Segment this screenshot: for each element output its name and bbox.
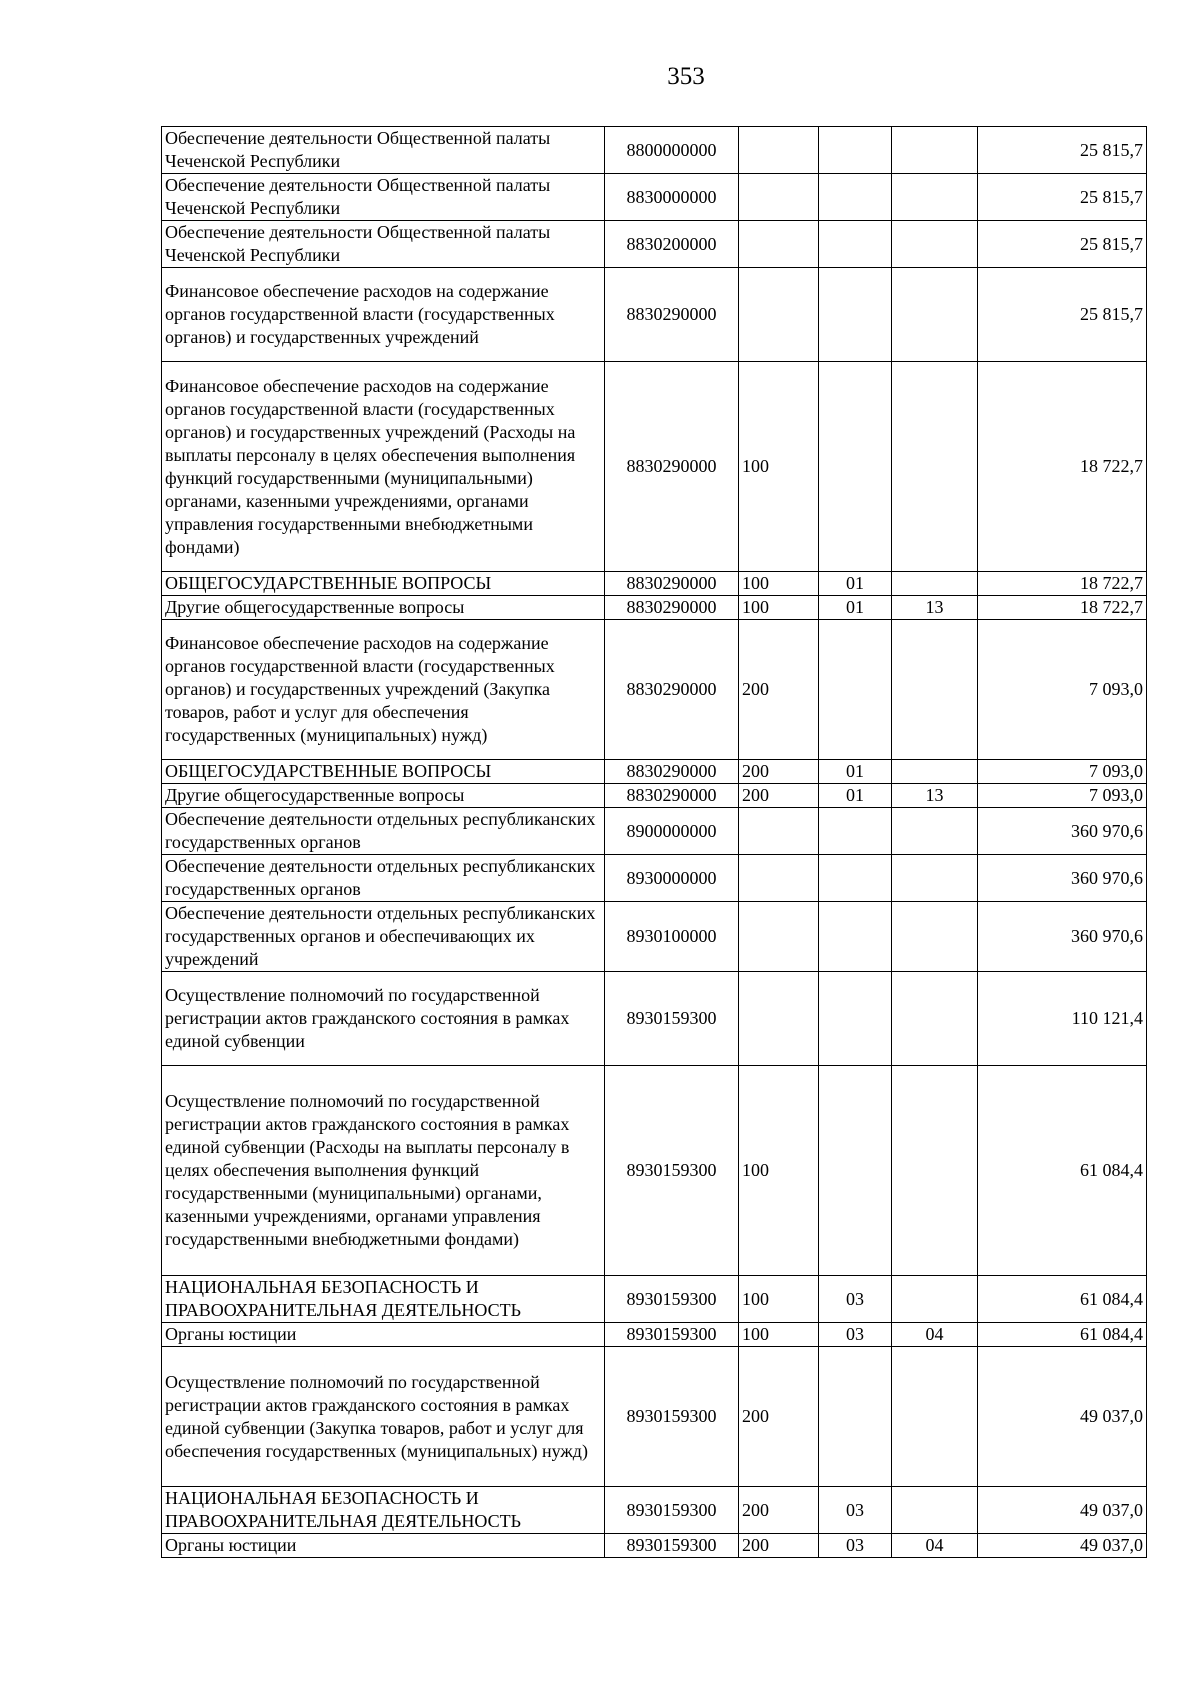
table-row bbox=[162, 1276, 1147, 1323]
row-pr bbox=[892, 572, 978, 596]
row-sum: 18 722,7 bbox=[978, 572, 1147, 596]
row-code: 8900000000 bbox=[605, 808, 739, 855]
row-vr bbox=[739, 902, 819, 972]
row-sum: 360 970,6 bbox=[978, 855, 1147, 902]
row-code: 8830290000 bbox=[605, 620, 739, 760]
row-rz bbox=[819, 362, 892, 572]
row-sum: 18 722,7 bbox=[978, 596, 1147, 620]
row-name: Обеспечение деятельности отдельных республиканских государственных органов bbox=[162, 855, 605, 902]
row-rz bbox=[819, 1066, 892, 1276]
row-code: 8930159300 bbox=[605, 1323, 739, 1347]
row-sum: 61 084,4 bbox=[978, 1323, 1147, 1347]
row-pr bbox=[892, 1276, 978, 1323]
row-code: 8830290000 bbox=[605, 784, 739, 808]
row-code: 8930159300 bbox=[605, 1487, 739, 1534]
row-sum: 25 815,7 bbox=[978, 221, 1147, 268]
row-sum: 110 121,4 bbox=[978, 972, 1147, 1066]
row-sum: 25 815,7 bbox=[978, 268, 1147, 362]
row-code: 8830290000 bbox=[605, 268, 739, 362]
row-sum: 7 093,0 bbox=[978, 760, 1147, 784]
row-rz: 01 bbox=[819, 760, 892, 784]
row-vr bbox=[739, 855, 819, 902]
row-name: Осуществление полномочий по государственной регистрации актов гражданского состояния в рамках единой субвенции bbox=[162, 972, 605, 1066]
row-code: 8930159300 bbox=[605, 1276, 739, 1323]
row-vr bbox=[739, 221, 819, 268]
row-code: 8830000000 bbox=[605, 174, 739, 221]
row-pr bbox=[892, 855, 978, 902]
table-row bbox=[162, 1066, 1147, 1276]
row-rz bbox=[819, 221, 892, 268]
row-sum: 61 084,4 bbox=[978, 1066, 1147, 1276]
table-row bbox=[162, 268, 1147, 362]
row-code: 8930100000 bbox=[605, 902, 739, 972]
row-sum: 25 815,7 bbox=[978, 127, 1147, 174]
row-name: Финансовое обеспечение расходов на содержание органов государственной власти (государственных органов) и государственных учреждений (Закупка товаров, работ и услуг для обеспечения государственных (муниципальных) нужд) bbox=[162, 620, 605, 760]
row-pr bbox=[892, 620, 978, 760]
table-row bbox=[162, 127, 1147, 174]
row-vr: 200 bbox=[739, 1347, 819, 1487]
row-code: 8830290000 bbox=[605, 760, 739, 784]
table-row bbox=[162, 174, 1147, 221]
row-code: 8930159300 bbox=[605, 1066, 739, 1276]
table-row bbox=[162, 1323, 1147, 1347]
row-sum: 49 037,0 bbox=[978, 1534, 1147, 1558]
row-rz: 03 bbox=[819, 1323, 892, 1347]
row-sum: 18 722,7 bbox=[978, 362, 1147, 572]
row-vr bbox=[739, 268, 819, 362]
row-name: Другие общегосударственные вопросы bbox=[162, 784, 605, 808]
row-sum: 49 037,0 bbox=[978, 1487, 1147, 1534]
row-vr: 200 bbox=[739, 620, 819, 760]
row-name: Обеспечение деятельности отдельных республиканских государственных органов и обеспечивающих их учреждений bbox=[162, 902, 605, 972]
row-vr: 100 bbox=[739, 572, 819, 596]
table-row bbox=[162, 362, 1147, 572]
row-name: НАЦИОНАЛЬНАЯ БЕЗОПАСНОСТЬ И ПРАВООХРАНИТЕЛЬНАЯ ДЕЯТЕЛЬНОСТЬ bbox=[162, 1487, 605, 1534]
row-pr bbox=[892, 127, 978, 174]
row-rz bbox=[819, 972, 892, 1066]
row-sum: 360 970,6 bbox=[978, 902, 1147, 972]
row-sum: 7 093,0 bbox=[978, 784, 1147, 808]
table-row bbox=[162, 784, 1147, 808]
row-vr: 200 bbox=[739, 1534, 819, 1558]
row-pr: 04 bbox=[892, 1534, 978, 1558]
row-vr: 100 bbox=[739, 596, 819, 620]
row-rz: 03 bbox=[819, 1487, 892, 1534]
row-sum: 49 037,0 bbox=[978, 1347, 1147, 1487]
row-code: 8930159300 bbox=[605, 1534, 739, 1558]
row-pr bbox=[892, 1347, 978, 1487]
row-name: Органы юстиции bbox=[162, 1534, 605, 1558]
row-rz bbox=[819, 855, 892, 902]
row-name: Осуществление полномочий по государственной регистрации актов гражданского состояния в рамках единой субвенции (Закупка товаров, работ и услуг для обеспечения государственных (муниципальных) нужд) bbox=[162, 1347, 605, 1487]
table-row bbox=[162, 855, 1147, 902]
table-row bbox=[162, 221, 1147, 268]
row-pr bbox=[892, 268, 978, 362]
table-row bbox=[162, 1487, 1147, 1534]
row-name: Обеспечение деятельности Общественной палаты Чеченской Республики bbox=[162, 174, 605, 221]
table-row bbox=[162, 1534, 1147, 1558]
row-pr: 13 bbox=[892, 784, 978, 808]
row-rz bbox=[819, 808, 892, 855]
row-sum: 7 093,0 bbox=[978, 620, 1147, 760]
row-pr: 04 bbox=[892, 1323, 978, 1347]
row-name: НАЦИОНАЛЬНАЯ БЕЗОПАСНОСТЬ И ПРАВООХРАНИТЕЛЬНАЯ ДЕЯТЕЛЬНОСТЬ bbox=[162, 1276, 605, 1323]
row-vr: 100 bbox=[739, 1323, 819, 1347]
table-row bbox=[162, 596, 1147, 620]
row-name: Финансовое обеспечение расходов на содержание органов государственной власти (государственных органов) и государственных учреждений (Расходы на выплаты персоналу в целях обеспечения выполнения функций государственными (муниципальными) органами, казенными учреждениями, органами управления государственными внебюджетными фондами) bbox=[162, 362, 605, 572]
row-rz bbox=[819, 268, 892, 362]
row-rz bbox=[819, 902, 892, 972]
table-row bbox=[162, 902, 1147, 972]
row-rz bbox=[819, 127, 892, 174]
table-row bbox=[162, 972, 1147, 1066]
row-name: Обеспечение деятельности Общественной палаты Чеченской Республики bbox=[162, 127, 605, 174]
row-rz: 01 bbox=[819, 784, 892, 808]
row-pr bbox=[892, 972, 978, 1066]
row-pr bbox=[892, 362, 978, 572]
row-sum: 25 815,7 bbox=[978, 174, 1147, 221]
budget-table bbox=[161, 126, 1147, 1558]
row-rz bbox=[819, 620, 892, 760]
row-name: Осуществление полномочий по государственной регистрации актов гражданского состояния в рамках единой субвенции (Расходы на выплаты персоналу в целях обеспечения выполнения функций государственными (муниципальными) органами, казенными учреждениями, органами управления государственными внебюджетными фондами) bbox=[162, 1066, 605, 1276]
row-sum: 360 970,6 bbox=[978, 808, 1147, 855]
row-name: Обеспечение деятельности Общественной палаты Чеченской Республики bbox=[162, 221, 605, 268]
row-code: 8930000000 bbox=[605, 855, 739, 902]
row-code: 8930159300 bbox=[605, 1347, 739, 1487]
row-code: 8830290000 bbox=[605, 572, 739, 596]
table-row bbox=[162, 760, 1147, 784]
row-rz: 01 bbox=[819, 596, 892, 620]
row-vr bbox=[739, 808, 819, 855]
row-vr: 200 bbox=[739, 784, 819, 808]
row-name: ОБЩЕГОСУДАРСТВЕННЫЕ ВОПРОСЫ bbox=[162, 572, 605, 596]
row-pr bbox=[892, 1066, 978, 1276]
row-code: 8830290000 bbox=[605, 362, 739, 572]
row-rz: 03 bbox=[819, 1534, 892, 1558]
row-rz bbox=[819, 1347, 892, 1487]
row-rz: 03 bbox=[819, 1276, 892, 1323]
row-vr: 100 bbox=[739, 1066, 819, 1276]
row-name: Финансовое обеспечение расходов на содержание органов государственной власти (государственных органов) и государственных учреждений bbox=[162, 268, 605, 362]
row-code: 8830290000 bbox=[605, 596, 739, 620]
table-row bbox=[162, 572, 1147, 596]
row-pr bbox=[892, 808, 978, 855]
row-vr: 100 bbox=[739, 362, 819, 572]
row-name: Обеспечение деятельности отдельных республиканских государственных органов bbox=[162, 808, 605, 855]
row-pr: 13 bbox=[892, 596, 978, 620]
row-code: 8930159300 bbox=[605, 972, 739, 1066]
table-row bbox=[162, 808, 1147, 855]
row-name: Другие общегосударственные вопросы bbox=[162, 596, 605, 620]
row-rz: 01 bbox=[819, 572, 892, 596]
row-code: 8830200000 bbox=[605, 221, 739, 268]
page-number: 353 bbox=[667, 63, 705, 90]
row-vr: 100 bbox=[739, 1276, 819, 1323]
row-name: ОБЩЕГОСУДАРСТВЕННЫЕ ВОПРОСЫ bbox=[162, 760, 605, 784]
table-row bbox=[162, 1347, 1147, 1487]
row-vr bbox=[739, 972, 819, 1066]
row-code: 8800000000 bbox=[605, 127, 739, 174]
table-row bbox=[162, 620, 1147, 760]
row-pr bbox=[892, 221, 978, 268]
row-pr bbox=[892, 760, 978, 784]
row-pr bbox=[892, 1487, 978, 1534]
row-rz bbox=[819, 174, 892, 221]
row-name: Органы юстиции bbox=[162, 1323, 605, 1347]
row-pr bbox=[892, 174, 978, 221]
row-sum: 61 084,4 bbox=[978, 1276, 1147, 1323]
row-vr: 200 bbox=[739, 1487, 819, 1534]
row-vr: 200 bbox=[739, 760, 819, 784]
row-vr bbox=[739, 174, 819, 221]
row-pr bbox=[892, 902, 978, 972]
row-vr bbox=[739, 127, 819, 174]
